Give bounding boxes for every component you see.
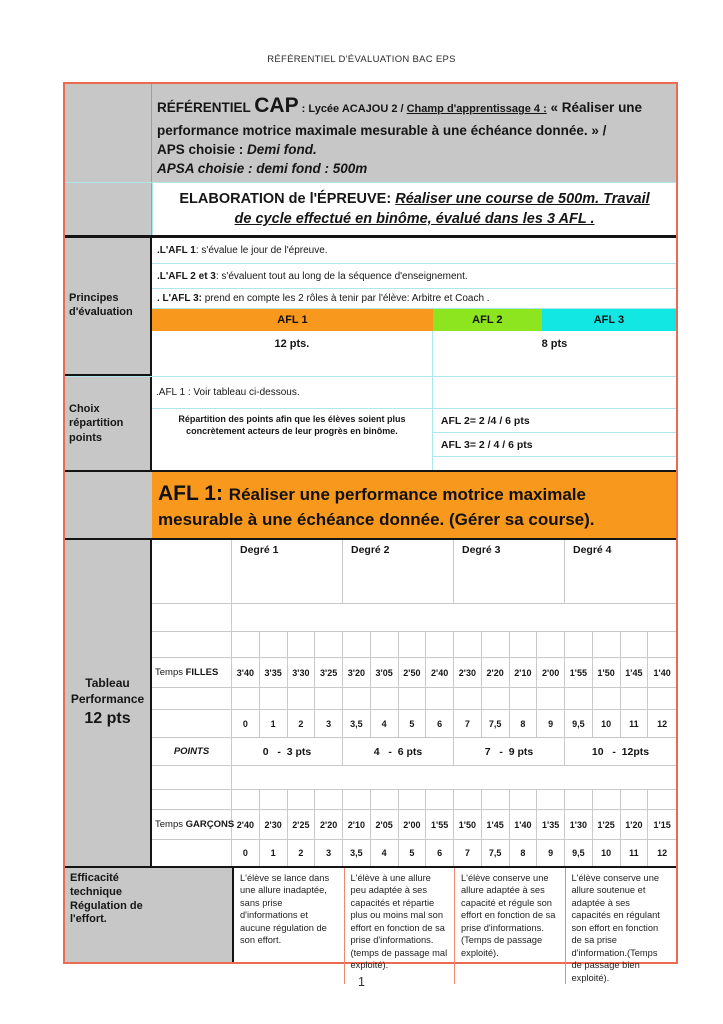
afl-color-bar xyxy=(152,309,676,331)
cap-label: CAP xyxy=(254,94,299,117)
empty-cell xyxy=(232,688,260,709)
filles-time-cell: 3'30 xyxy=(288,658,316,687)
filles-point-cell: 10 xyxy=(593,710,621,737)
filles-point-cell: 4 xyxy=(371,710,399,737)
garcons-point-cell: 10 xyxy=(593,840,621,866)
filles-point-cell: 8 xyxy=(510,710,538,737)
choix-content xyxy=(152,377,676,470)
empty-cell xyxy=(315,688,343,709)
garcons-point-cell: 3,5 xyxy=(343,840,371,866)
repartition-row xyxy=(152,409,676,470)
performance-label-line2: Performance xyxy=(70,691,145,706)
filles-time-cell: 2'50 xyxy=(399,658,427,687)
empty-cell xyxy=(454,632,482,657)
filles-time-cell: 3'35 xyxy=(260,658,288,687)
empty-cell xyxy=(315,790,343,809)
empty-cell xyxy=(260,790,288,809)
garcons-time-cell: 1'40 xyxy=(510,810,538,839)
filles-time-cell: 1'55 xyxy=(565,658,593,687)
filles-points-label-cell xyxy=(152,710,232,737)
empty-cell xyxy=(426,632,454,657)
empty-cells xyxy=(232,632,676,657)
empty-cell xyxy=(232,632,260,657)
garcons-time-cell: 1'50 xyxy=(454,810,482,839)
filles-point-cell: 6 xyxy=(426,710,454,737)
afl1-banner xyxy=(152,472,676,538)
garcons-points-row xyxy=(152,840,676,866)
empty-cells-2 xyxy=(232,688,676,709)
empty-cell xyxy=(593,688,621,709)
efficacite-label-text: Efficacité technique Régulation de l'effort. xyxy=(70,872,143,926)
afl3-repartition: AFL 3= 2 / 4 / 6 pts xyxy=(433,433,676,457)
filles-time-cell: 1'50 xyxy=(593,658,621,687)
empty-cell xyxy=(260,632,288,657)
principes-content xyxy=(152,238,676,376)
empty-cell xyxy=(343,790,371,809)
afl-points-row xyxy=(152,331,676,376)
banner-left-gray-cell xyxy=(65,472,152,538)
empty-cells-3 xyxy=(232,790,676,809)
empty-cell xyxy=(510,632,538,657)
garcons-time-cell: 1'35 xyxy=(537,810,565,839)
empty-cell xyxy=(510,790,538,809)
garcons-point-cell: 8 xyxy=(510,840,538,866)
garcons-points-cells xyxy=(232,840,676,866)
garcons-time-cell: 1'30 xyxy=(565,810,593,839)
referentiel-table xyxy=(63,82,678,983)
garcons-point-cell: 2 xyxy=(288,840,316,866)
filles-point-cell: 0 xyxy=(232,710,260,737)
efficacite-degree-cell: L'élève conserve une allure soutenue et adaptée à ses capacités en régulant son effort en fonction de sa prise d'information.(Temps de passage bien exploité). xyxy=(571,873,660,983)
afl-bar-cell: AFL 1 xyxy=(152,309,433,331)
garcons-time-cell: 2'10 xyxy=(343,810,371,839)
champ-quote-text: « Réaliser une performance motrice maximale mesurable à une échéance donnée. » / xyxy=(157,100,643,138)
empty-cell xyxy=(621,790,649,809)
afl3-rule-row xyxy=(152,289,676,309)
afl1-rule-row xyxy=(152,238,676,264)
empty-cell xyxy=(399,632,427,657)
page-number: 1 xyxy=(358,975,365,989)
garcons-point-cell: 4 xyxy=(371,840,399,866)
empty-cell xyxy=(399,688,427,709)
empty-cell xyxy=(343,632,371,657)
empty-cell xyxy=(648,790,676,809)
filles-point-cell: 9 xyxy=(537,710,565,737)
empty-cell xyxy=(537,790,565,809)
principes-label: Principes d'évaluation xyxy=(65,238,152,376)
degre-header-cell: Degré 1 xyxy=(232,540,343,603)
garcons-time-cell: 2'05 xyxy=(371,810,399,839)
efficacite-degree-cell: L'élève conserve une allure adaptée à ses capacité et régule son effort en fonction de sa prise d'informations. (Temps de passage exploité). xyxy=(455,868,566,984)
filles-point-cell: 12 xyxy=(657,718,668,729)
garcons-time-cell: 1'15 xyxy=(653,819,671,830)
empty-cell xyxy=(315,632,343,657)
filles-word: FILLES xyxy=(185,667,219,678)
garcons-time-cell: 2'25 xyxy=(288,810,316,839)
filles-points-cells xyxy=(232,710,676,737)
empty-grid-row-3 xyxy=(152,790,676,810)
afl23-rule-lead: .L'AFL 2 et 3 xyxy=(157,270,216,282)
empty-cell xyxy=(343,688,371,709)
header-left-gray-cell xyxy=(65,84,152,182)
afl1-banner-row xyxy=(65,472,676,540)
degre-header-cell: Degré 2 xyxy=(343,540,454,603)
afl-bar-cell: AFL 3 xyxy=(542,309,676,331)
garcons-point-cell: 0 xyxy=(232,840,260,866)
filles-point-cell: 3 xyxy=(315,710,343,737)
spacer-row-2 xyxy=(152,766,676,790)
filles-time-cell: 3'20 xyxy=(343,658,371,687)
referentiel-header xyxy=(152,84,676,182)
garcons-times-row xyxy=(152,810,676,840)
empty-cell xyxy=(399,790,427,809)
filles-point-cell: 5 xyxy=(399,710,427,737)
filles-point-cell: 7,5 xyxy=(482,710,510,737)
garcons-point-cell: 3 xyxy=(315,840,343,866)
filles-times-cells xyxy=(232,658,676,687)
elaboration-lead: ELABORATION de l'ÉPREUVE: xyxy=(179,190,396,207)
empty-cell xyxy=(565,688,593,709)
document-title: RÉFÉRENTIEL D'ÉVALUATION BAC EPS xyxy=(267,54,456,65)
afl23-points: 8 pts xyxy=(541,338,568,350)
efficacite-degree-cell: L'élève se lance dans une allure inadaptée, sans prise d'informations et aucune régulation de son effort. xyxy=(234,868,345,984)
performance-label xyxy=(65,540,152,866)
afl1-banner-text: Réaliser une performance motrice maximale mesurable à une échéance donnée. (Gérer sa course). xyxy=(158,485,595,530)
garcons-point-cell: 12 xyxy=(657,848,668,858)
choix-section xyxy=(65,377,676,472)
empty-cell xyxy=(565,790,593,809)
performance-grid xyxy=(152,540,676,866)
empty-cell xyxy=(371,790,399,809)
champ-apprentissage-text: Champ d'apprentissage 4 : xyxy=(406,103,547,115)
empty-grid-row xyxy=(152,632,676,658)
header-row xyxy=(65,84,676,182)
filles-times-row xyxy=(152,658,676,688)
efficacite-label xyxy=(65,868,234,962)
afl-bar-cell: AFL 2 xyxy=(433,309,542,331)
afl1-rule-text: : s'évalue le jour de l'épreuve. xyxy=(195,245,328,256)
garcons-point-cell: 9,5 xyxy=(565,840,593,866)
garcons-time-cell: 2'00 xyxy=(399,810,427,839)
repartition-desc: Répartition des points afin que les élèves soient plus concrètement acteurs de leur progrès en binôme. xyxy=(152,409,433,470)
afl23-rule-row xyxy=(152,264,676,289)
empty-cell xyxy=(648,632,676,657)
spacer-label-cell-2 xyxy=(152,766,232,789)
spacer-label-cell xyxy=(152,604,232,631)
aps-value: Demi fond. xyxy=(247,141,317,157)
points-range-cell: 10 - 12pts xyxy=(591,745,650,758)
filles-point-cell: 3,5 xyxy=(343,710,371,737)
garcons-time-cell: 1'20 xyxy=(621,810,649,839)
afl2-repartition: AFL 2= 2 /4 / 6 pts xyxy=(433,409,676,433)
spacer-cell-2 xyxy=(232,766,676,789)
empty-cell xyxy=(621,632,649,657)
garcons-time-cell: 2'30 xyxy=(260,810,288,839)
empty-cell xyxy=(621,688,649,709)
elaboration-row xyxy=(65,182,676,238)
choix-label: Choix répartition points xyxy=(65,377,152,470)
filles-point-cell: 2 xyxy=(288,710,316,737)
empty-cell xyxy=(537,632,565,657)
empty-cell xyxy=(426,790,454,809)
points-range-cell: 7 - 9 pts xyxy=(454,738,565,765)
garcons-point-cell: 7,5 xyxy=(482,840,510,866)
empty-cell xyxy=(371,688,399,709)
points-range-cells xyxy=(232,738,676,765)
afl1-banner-lead: AFL 1: xyxy=(158,482,229,505)
degre-header-cell: Degré 3 xyxy=(454,540,565,603)
garcons-point-cell: 9 xyxy=(537,840,565,866)
afl3-rule-text: prend en compte les 2 rôles à tenir par l'élève: Arbitre et Coach . xyxy=(204,293,490,304)
performance-points-label: 12 pts xyxy=(84,710,131,728)
empty-cell xyxy=(371,632,399,657)
temps-word: Temps xyxy=(155,667,186,678)
points-range-cell: 0 - 3 pts xyxy=(232,738,343,765)
afl23-rule-text: : s'évaluent tout au long de la séquence d'enseignement. xyxy=(215,270,468,282)
filles-time-cell: 3'40 xyxy=(232,658,260,687)
filles-time-cell: 3'25 xyxy=(315,658,343,687)
filles-time-cell: 2'20 xyxy=(482,658,510,687)
garcons-points-label-cell xyxy=(152,840,232,866)
performance-label-line1: Tableau xyxy=(85,676,130,690)
garcons-point-cell: 6 xyxy=(426,840,454,866)
empty-label-cell-2 xyxy=(152,688,232,709)
referentiel-label: RÉFÉRENTIEL xyxy=(157,100,255,115)
garcons-point-cell: 1 xyxy=(260,840,288,866)
aps-line xyxy=(157,140,668,159)
garcons-point-cell: 7 xyxy=(454,840,482,866)
efficacite-cells xyxy=(234,868,676,983)
empty-cell xyxy=(454,688,482,709)
empty-cell xyxy=(232,790,260,809)
garcons-time-cell: 1'45 xyxy=(482,810,510,839)
filles-time-cell: 2'10 xyxy=(510,658,538,687)
garcons-point-cell: 11 xyxy=(621,840,649,866)
afl3-rule-lead: . L'AFL 3: xyxy=(157,293,205,304)
filles-time-cell: 2'00 xyxy=(537,658,565,687)
garcons-time-cell: 2'40 xyxy=(232,810,260,839)
filles-point-cell: 9,5 xyxy=(565,710,593,737)
voir-tableau-row xyxy=(152,377,676,409)
elaboration-cell xyxy=(152,183,676,235)
points-range-cell: 4 - 6 pts xyxy=(343,738,454,765)
temps-word-2: Temps xyxy=(155,819,186,830)
filles-time-cell: 3'05 xyxy=(371,658,399,687)
empty-label-cell-3 xyxy=(152,790,232,809)
empty-grid-row-2 xyxy=(152,688,676,710)
empty-cell xyxy=(288,790,316,809)
filles-points-row xyxy=(152,710,676,738)
performance-section xyxy=(65,540,676,868)
repartition-values xyxy=(433,409,676,470)
empty-cell xyxy=(260,688,288,709)
garcons-point-cell: 5 xyxy=(399,840,427,866)
empty-cell xyxy=(482,790,510,809)
afl1-points: 12 pts. xyxy=(152,331,433,376)
filles-point-cell: 1 xyxy=(260,710,288,737)
degre-cells xyxy=(232,540,676,603)
points-ranges-row xyxy=(152,738,676,766)
filles-time-cell: 1'40 xyxy=(653,667,671,678)
empty-cell xyxy=(593,632,621,657)
empty-cell xyxy=(288,632,316,657)
voir-tableau-text: .AFL 1 : Voir tableau ci-dessous. xyxy=(152,377,433,408)
efficacite-section xyxy=(65,868,676,983)
filles-time-cell: 2'30 xyxy=(454,658,482,687)
elaboration-quote: Réaliser une course de 500m. Travail de cycle effectué en binôme, évalué dans les 3 AFL . xyxy=(234,190,650,227)
garcons-time-cell: 1'55 xyxy=(426,810,454,839)
empty-cell xyxy=(482,632,510,657)
degre-header-row xyxy=(152,540,676,604)
temps-garcons-label xyxy=(152,810,235,839)
apsa-line: APSA choisie : demi fond : 500m xyxy=(157,161,368,177)
empty-cell xyxy=(593,790,621,809)
filles-time-cell: 1'45 xyxy=(621,658,649,687)
spacer-cell xyxy=(232,604,676,631)
lycee-text: : Lycée ACAJOU 2 / xyxy=(298,103,407,115)
degre-header-cell: Degré 4 xyxy=(573,544,612,556)
filles-point-cell: 7 xyxy=(454,710,482,737)
empty-cell xyxy=(537,688,565,709)
empty-cell xyxy=(426,688,454,709)
empty-cell xyxy=(454,790,482,809)
empty-cell xyxy=(648,688,676,709)
garcons-time-cell: 1'25 xyxy=(593,810,621,839)
garcons-time-cell: 2'20 xyxy=(315,810,343,839)
elaboration-left-gray-cell xyxy=(65,183,152,235)
points-label: POINTS xyxy=(152,738,232,765)
garcons-times-cells xyxy=(232,810,676,839)
garcons-word: GARÇONS xyxy=(185,819,235,830)
aps-label: APS choisie : xyxy=(157,141,248,157)
temps-filles-label xyxy=(152,658,232,687)
empty-cell xyxy=(482,688,510,709)
degre-corner-cell xyxy=(152,540,232,603)
filles-time-cell: 2'40 xyxy=(426,658,454,687)
empty-cell xyxy=(288,688,316,709)
principes-section xyxy=(65,238,676,377)
empty-cell xyxy=(565,632,593,657)
empty-label-cell xyxy=(152,632,232,657)
filles-point-cell: 11 xyxy=(621,710,649,737)
empty-cell xyxy=(510,688,538,709)
efficacite-degree-cell: L'élève à une allure peu adaptée à ses capacités et répartie plus ou moins mal son effort en fonction de sa prise d'informations.(temps de passage mal exploité). xyxy=(345,868,456,984)
afl1-rule-lead: .L'AFL 1 xyxy=(157,245,196,256)
spacer-row xyxy=(152,604,676,632)
